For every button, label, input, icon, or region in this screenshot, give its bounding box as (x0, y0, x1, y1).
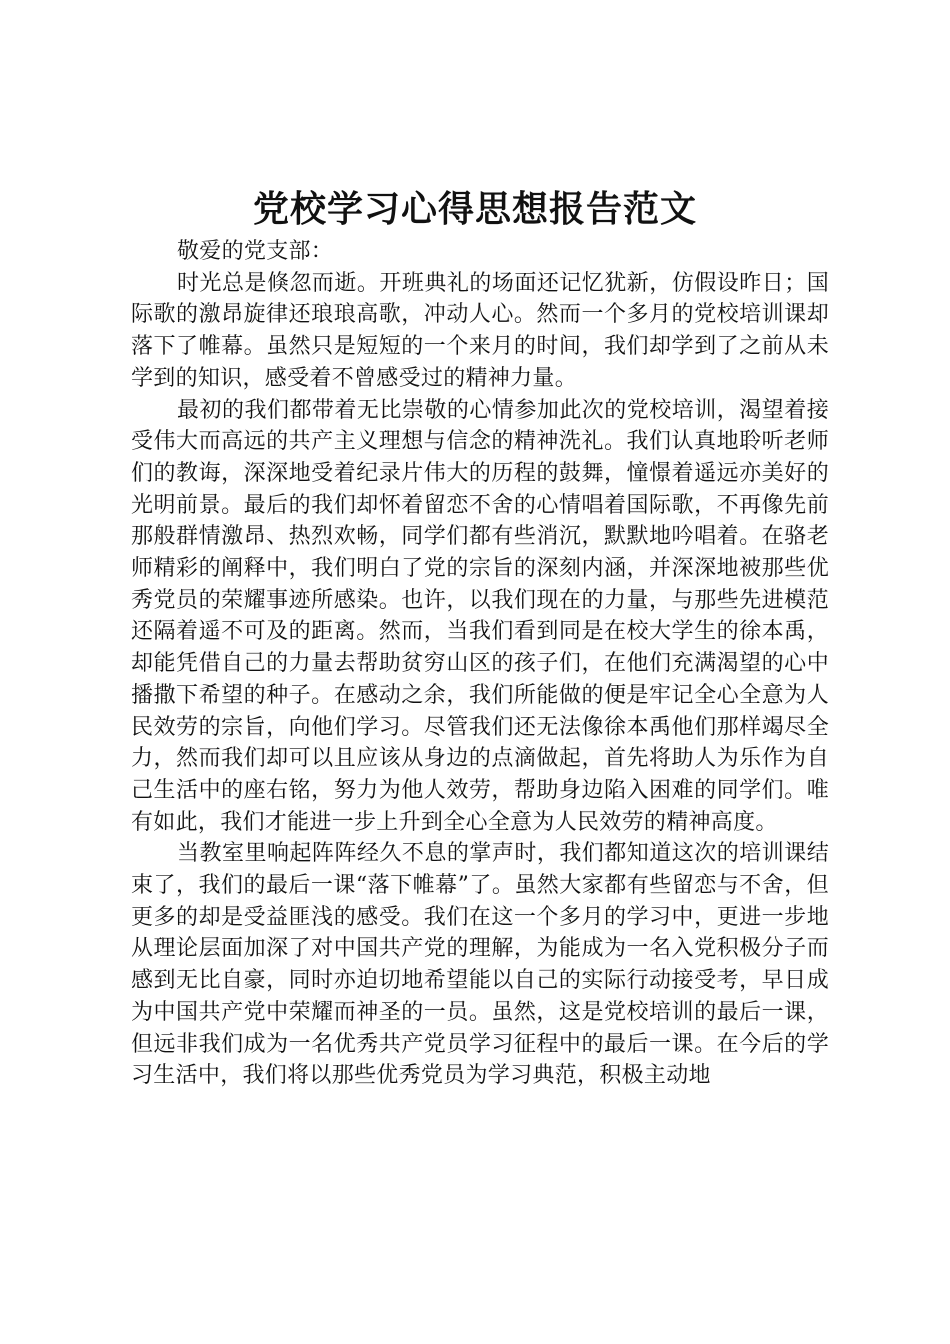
salutation: 敬爱的党支部： (177, 239, 334, 264)
paragraph-1: 时光总是倏忽而逝。开班典礼的场面还记忆犹新，仿假设昨日；国际歌的激昂旋律还琅琅高歌，冲动人心。然而一个多月的党校培训课却落下了帷幕。虽然只是短短的一个来月的时间，我们却学到了之前从未学到的知识，感受着不曾感受过的精神力量。 (131, 270, 829, 391)
document-body (131, 236, 829, 1092)
paragraph-2: 最初的我们都带着无比崇敬的心情参加此次的党校培训，渴望着接受伟大而高远的共产主义理想与信念的精神洗礼。我们认真地聆听老师们的教诲，深深地受着纪录片伟大的历程的鼓舞，憧憬着遥远亦美好的光明前景。最后的我们却怀着留恋不舍的心情唱着国际歌，不再像先前那般群情激昂、热烈欢畅，同学们都有些消沉，默默地吟唱着。在骆老师精彩的阐释中，我们明白了党的宗旨的深刻内涵，并深深地被那些优秀党员的荣耀事迹所感染。也许，以我们现在的力量，与那些先进模范还隔着遥不可及的距离。然而，当我们看到同是在校大学生的徐本禹，却能凭借自己的力量去帮助贫穷山区的孩子们，在他们充满渴望的心中播撒下希望的种子。在感动之余，我们所能做的便是牢记全心全意为人民效劳的宗旨，向他们学习。尽管我们还无法像徐本禹他们那样竭尽全力，然而我们却可以且应该从身边的点滴做起，首先将助人为乐作为自己生活中的座右铭，努力为他人效劳，帮助身边陷入困难的同学们。唯有如此，我们才能进一步上升到全心全意为人民效劳的精神高度。 (131, 397, 829, 835)
document-title: 党校学习心得思想报告范文 (252, 188, 697, 230)
paragraph-3: 当教室里响起阵阵经久不息的掌声时，我们都知道这次的培训课结束了，我们的最后一课“落下帷幕”了。虽然大家都有些留恋与不舍，但更多的却是受益匪浅的感受。我们在这一个多月的学习中，更进一步地从理论层面加深了对中国共产党的理解，为能成为一名入党积极分子而感到无比自豪，同时亦迫切地希望能以自己的实际行动接受考，早日成为中国共产党中荣耀而神圣的一员。虽然，这是党校培训的最后一课，但远非我们成为一名优秀共产党员学习征程中的最后一课。在今后的学习生活中，我们将以那些优秀党员为学习典范，积极主动地 (131, 841, 829, 1089)
